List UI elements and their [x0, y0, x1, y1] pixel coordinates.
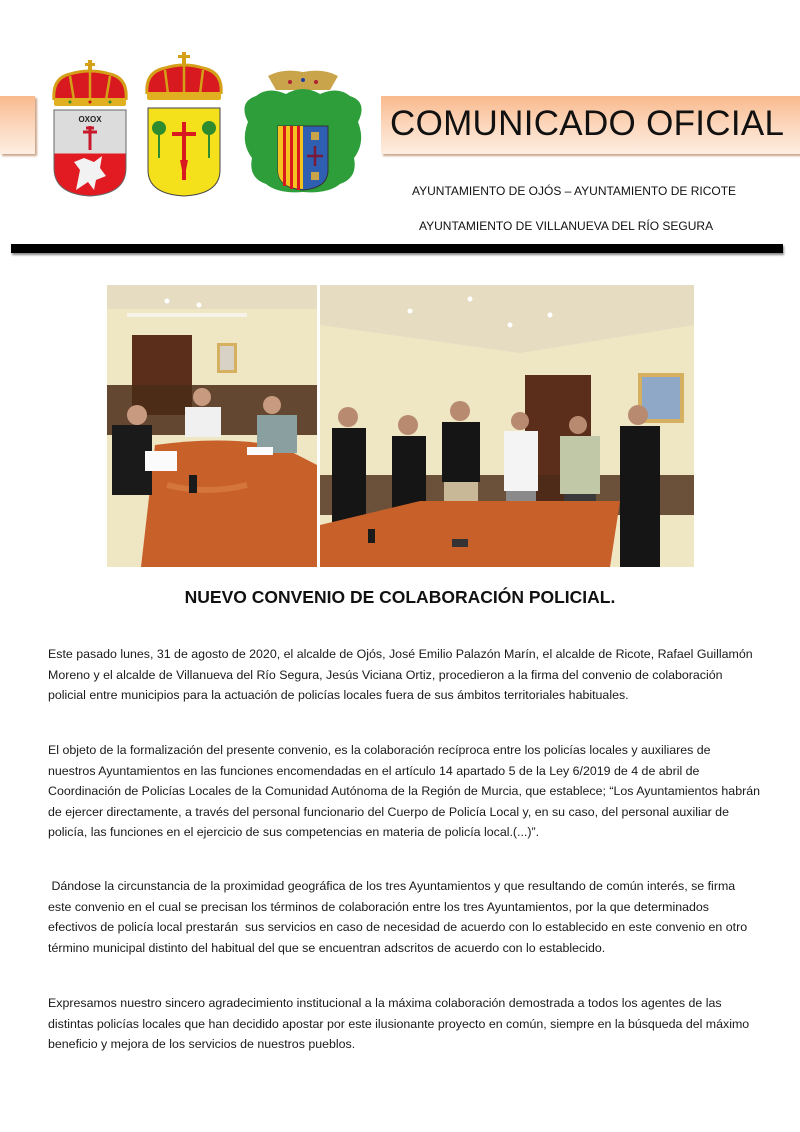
villanueva-coat-of-arms	[238, 62, 368, 198]
crest-motto: OXOX	[78, 115, 102, 124]
document-title: COMUNICADO OFICIAL	[390, 104, 785, 143]
header-accent-bar-left	[0, 96, 35, 154]
ricote-coat-of-arms	[143, 50, 225, 198]
article-paragraph-1: Este pasado lunes, 31 de agosto de 2020, el alcalde de Ojós, José Emilio Palazón Marín, el alcalde de Ricote, Rafael Guillamón Moreno y el alcalde de Villanueva del Río Segura, Jesús Viciana Ortiz, procedieron a la firma del convenio de colaboración policial entre municipios para la actuación de policías locales fuera de sus ámbitos territoriales habituales.	[48, 647, 753, 703]
issuer-line-2: AYUNTAMIENTO DE VILLANUEVA DEL RÍO SEGURA	[419, 219, 714, 233]
signing-photo	[107, 285, 317, 567]
article-paragraph-4: Expresamos nuestro sincero agradecimiento institucional a la máxima colaboración demostrada a todos los agentes de las distintas policías locales que han decidido apostar por este ilusionante proyecto en común, siempre en la búsqueda del máximo beneficio y mejora de los servicios de nuestros pueblos.	[48, 996, 750, 1052]
crown-icon	[147, 52, 221, 100]
article-headline: NUEVO CONVENIO DE COLABORACIÓN POLICIAL.	[184, 587, 616, 607]
group-photo	[320, 285, 694, 567]
article-paragraph-2: El objeto de la formalización del presente convenio, es la colaboración recíproca entre los policías locales y auxiliares de nuestros Ayuntamientos en las funciones encomendadas en el artículo 14 apartado 5 de la Ley 6/2019 de 4 de abril de Coordinación de Policías Locales de la Comunidad Autónoma de la Región de Murcia, que establece; “Los Ayuntamientos habrán de ejercer directamente, a través del personal funcionario del Cuerpo de Policía Local y, en su caso, del personal auxiliar de policía, las funciones en el ejercicio de sus competencias en materia de policía local.(...)”.	[48, 743, 760, 840]
header-divider	[11, 244, 783, 253]
crown-icon	[268, 71, 338, 90]
crown-icon	[54, 60, 126, 106]
ojos-coat-of-arms	[50, 58, 130, 198]
article-paragraph-3: Dándose la circunstancia de la proximidad geográfica de los tres Ayuntamientos y que resultando de común interés, se firma este convenio en el cual se precisan los términos de colaboración entre los tres Ayuntamientos, por la que determinados efectivos de policía local prestarán sus servicios en caso de necesidad de acuerdo con lo establecido en este convenio en otro término municipal distinto del habitual del que se encuentran adscritos de acuerdo con lo establecido.	[48, 879, 751, 955]
issuer-line-1: AYUNTAMIENTO DE OJÓS – AYUNTAMIENTO DE RICOTE	[412, 184, 737, 198]
